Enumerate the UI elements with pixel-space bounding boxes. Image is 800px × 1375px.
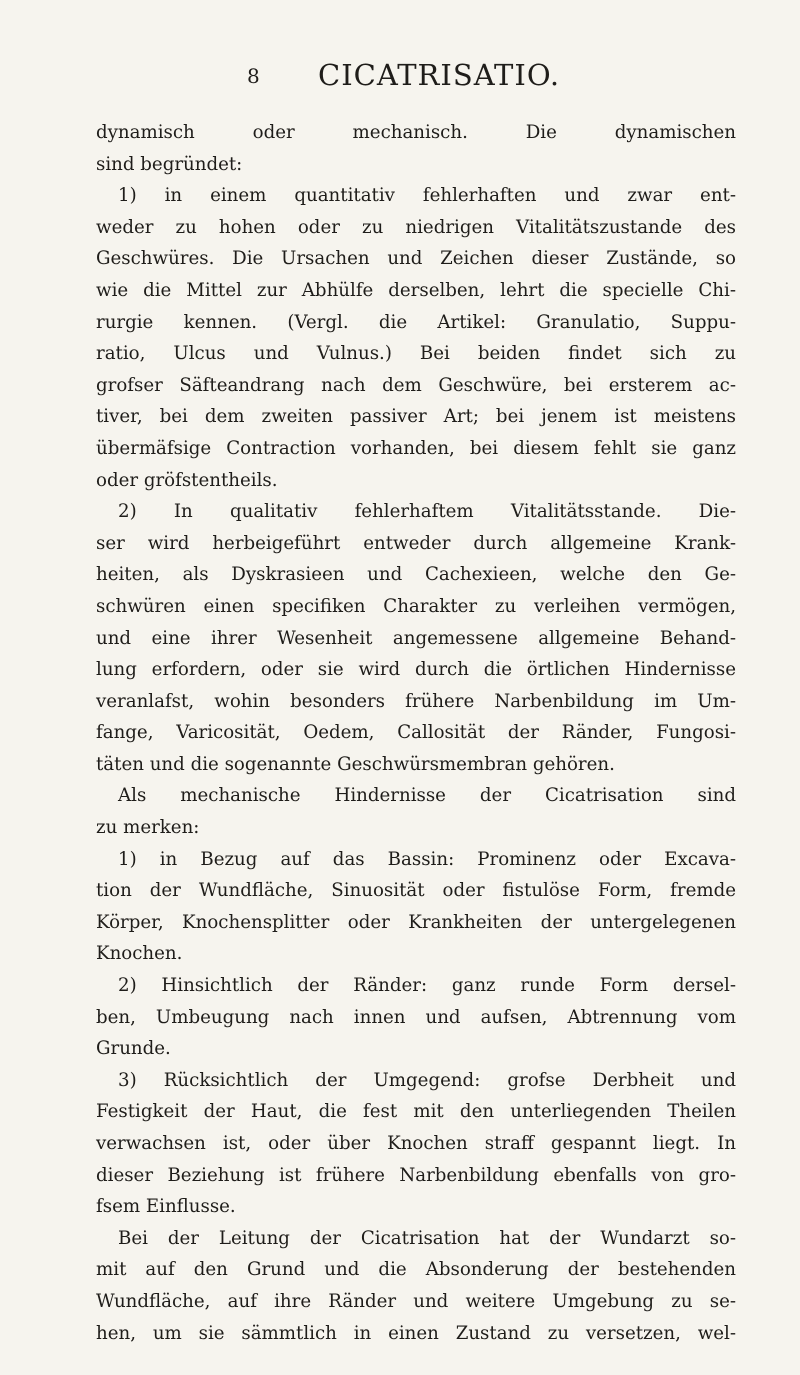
text-line: 2) Hinsichtlich der Ränder: ganz runde Form dersel- [118,975,736,997]
text-line: ratio, Ulcus und Vulnus.) Bei beiden findet sich zu [96,343,736,365]
text-line: tiver, bei dem zweiten passiver Art; bei jenem ist meistens [96,406,736,428]
text-line: schwüren einen specifiken Charakter zu verleihen vermögen, [96,595,736,617]
text-line: hen, um sie sämmtlich in einen Zustand zu versetzen, wel- [96,1322,736,1344]
text-line: 2) In qualitativ fehlerhaftem Vitalitätsstande. Die- [118,501,736,523]
text-line: lung erfordern, oder sie wird durch die örtlichen Hindernisse [96,659,736,681]
text-line: Körper, Knochensplitter oder Krankheiten der untergelegenen [96,911,736,933]
text-line: grofser Säfteandrang nach dem Geschwüre, bei ersterem ac- [96,374,736,396]
text-line: dieser Beziehung ist frühere Narbenbildung ebenfalls von gro- [96,1164,736,1186]
text-line: fange, Varicosität, Oedem, Callosität der Ränder, Fungosi- [96,722,736,744]
text-line: Wundfläche, auf ihre Ränder und weitere Umgebung zu se- [96,1290,736,1312]
text-line: veranlafst, wohin besonders frühere Narbenbildung im Um- [96,690,736,712]
text-line: übermäfsige Contraction vorhanden, bei diesem fehlt sie ganz [96,437,736,459]
text-line: sind begründet: [96,153,243,175]
text-line: oder gröfstentheils. [96,469,278,491]
text-line: Knochen. [96,943,183,965]
text-line: Als mechanische Hindernisse der Cicatrisation sind [118,785,736,807]
text-line: tion der Wundfläche, Sinuosität oder fistulöse Form, fremde [96,880,736,902]
text-line: ser wird herbeigeführt entweder durch allgemeine Krank- [96,532,736,554]
text-line: dynamisch oder mechanisch. Die dynamischen [96,122,736,143]
text-line: Bei der Leitung der Cicatrisation hat der Wundarzt so- [118,1227,736,1249]
text-line: 3) Rücksichtlich der Umgegend: grofse Derbheit und [118,1069,736,1091]
text-line: täten und die sogenannte Geschwürsmembran gehören. [96,753,615,775]
running-head: CICATRISATIO. [318,58,561,92]
text-line: Grunde. [96,1038,171,1060]
text-line: und eine ihrer Wesenheit angemessene allgemeine Behand- [96,627,736,649]
text-line: verwachsen ist, oder über Knochen straff gespannt liegt. In [96,1133,736,1154]
text-line: zu merken: [96,817,200,839]
text-line: Festigkeit der Haut, die fest mit den unterliegenden Theilen [96,1101,736,1123]
text-line: 1) in Bezug auf das Bassin: Prominenz oder Excava- [118,848,736,870]
text-line: fsem Einflusse. [96,1196,236,1218]
page-header [0,58,800,98]
page-number: 8 [247,64,260,88]
text-line: 1) in einem quantitativ fehlerhaften und zwar ent- [118,185,736,207]
text-line: mit auf den Grund und die Absonderung der bestehenden [96,1259,736,1281]
text-line: ben, Umbeugung nach innen und aufsen, Abtrennung vom [96,1006,736,1028]
text-line: heiten, als Dyskrasieen und Cachexieen, welche den Ge- [96,564,736,586]
text-line: weder zu hohen oder zu niedrigen Vitalitätszustande des [96,216,736,238]
text-line: Geschwüres. Die Ursachen und Zeichen dieser Zustände, so [96,248,736,270]
text-line: rurgie kennen. (Vergl. die Artikel: Granulatio, Suppu- [96,311,736,333]
body-text [96,117,736,1349]
text-line: wie die Mittel zur Abhülfe derselben, lehrt die specielle Chi- [96,279,736,301]
